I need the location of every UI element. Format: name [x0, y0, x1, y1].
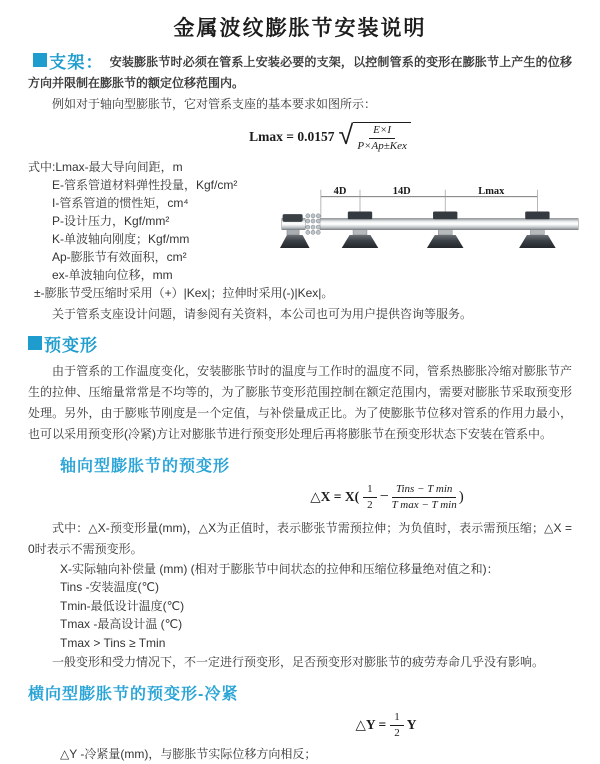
dim-label-14d: 14D [392, 186, 411, 198]
sqrt-radical [339, 122, 411, 152]
lmax-formula-numerator: E×I [369, 124, 395, 139]
temperature-definitions [28, 578, 572, 652]
temp-numerator: Tins − T min [392, 483, 456, 498]
pm-definition-line: ±-膨胀节受压缩时采用（+）|Kex|；拉伸时采用(-)|Kex|。 [34, 286, 334, 301]
definition-line: ex-单波轴向位移，mm [52, 268, 173, 283]
definition-line: P-设计压力，Kgf/mm² [52, 214, 170, 229]
support-section-paragraph [28, 52, 572, 94]
transverse-formula [116, 711, 600, 739]
axial-general-note: 一般变形和受力情况下，不一定进行预变形，足否预变形对膨胀节的疲劳寿命几乎没有影响。 [52, 655, 545, 670]
half-numerator: 1 [363, 483, 377, 498]
predeform-paragraph: 由于管系的工作温度变化，安装膨胀节时的温度与工作时的温度不同，管系热膨胀冷缩对膨胀节产生的拉伸、压缩量常常是不均等的，为了膨胀节变形范围控制在额定范围内，需要对膨胀节采取预变形处理。另外，由于膨账节刚度是一个定值，与补偿量成正比。为了使膨胀节位移对管系的作用力最小，也可以采用预变形(冷紧)方让对膨胀节进行预变形处理后再将膨胀节在预变形状态下安装在管系中。 [28, 364, 572, 442]
predeform-section-heading: 预变形 [44, 336, 98, 356]
support-intro-text: 安装膨胀节时必须在管系上安装必要的支架，以控制管系的变形在膨胀节上产生的位移方向并限制在膨胀节的额定位移范围内。 [28, 55, 572, 90]
definitions-and-diagram [28, 158, 572, 284]
temp-line: Tmax > Tins ≥ Tmin [60, 635, 166, 650]
half-denominator: 2 [367, 498, 373, 511]
section-square-icon [33, 53, 47, 67]
temp-line: Tins -安装温度(℃) [60, 580, 160, 595]
radical-sign-icon: √ [338, 120, 354, 150]
transverse-note: △Y -冷紧量(mm)，与膨胀节实际位移方向相反； [60, 747, 317, 762]
transverse-subsection-heading: 横向型膨胀节的预变形-冷紧 [28, 686, 239, 704]
bellows-icon [306, 214, 320, 235]
minus-operator: − [379, 488, 389, 506]
lmax-formula-lhs: Lmax = 0.0157 [249, 129, 335, 145]
definition-line: 式中:Lmax-最大导向间距，m [28, 160, 183, 175]
transverse-formula-post: Y [406, 717, 417, 733]
support-section-heading: 支架： [49, 53, 104, 72]
temp-denominator: T max − T min [391, 498, 457, 511]
lmax-formula-denominator: P×Ap±Kex [357, 139, 407, 152]
transverse-formula-pre: △Y = [355, 717, 387, 733]
section-square-icon [28, 336, 42, 350]
definition-line: E-管系管道材料弹性投量，Kgf/cm² [52, 178, 238, 193]
pipe-support-diagram-svg [280, 182, 580, 274]
document-page [0, 12, 600, 764]
pipe-support-diagram [280, 182, 580, 284]
axial-formula-pre: △X = X( [310, 489, 360, 505]
predeform-section-heading-row [28, 334, 572, 357]
axial-subsection-heading: 轴向型膨胀节的预变形 [60, 458, 231, 476]
axial-note: 式中：△X-预变形量(mm)，△X为正值时，表示膨张节需预拉伸；为负值时，表示需预压缩；△X = 0时表示不需预变形。 [28, 520, 572, 556]
half-numerator: 1 [390, 711, 404, 726]
support-example-line: 例如对于轴向型膨胀节，它对管系支座的基本要求如图所示： [52, 97, 377, 111]
definition-line: I-管系管道的惯性矩，cm⁴ [52, 196, 189, 211]
x-definition-line: X-实际轴向补偿量 (mm) (相对于膨胀节中间状态的拉伸和压缩位移量绝对值之和)： [60, 561, 499, 576]
definitions-list [28, 158, 280, 284]
pipe [320, 219, 578, 230]
temp-line: Tmax -最高设计温 (℃) [60, 617, 183, 632]
temp-line: Tmin-最低设计温度(℃) [60, 598, 185, 613]
lmax-formula [58, 122, 600, 152]
axial-formula-post: ) [458, 488, 464, 505]
definition-line: Ap-膨胀节有效面积，cm² [52, 250, 187, 265]
page-title: 金属波纹膨胀节安装说明 [173, 17, 427, 40]
dim-label-lmax: Lmax [478, 186, 505, 198]
definition-line: K-单波轴向刚度；Kgf/mm [52, 232, 190, 247]
axial-formula [116, 483, 600, 511]
dim-label-4d: 4D [333, 186, 347, 198]
support-closing-line: 关于管系支座设计问题，请参阅有关资料，本公司也可为用户提供咨询等服务。 [52, 307, 473, 322]
half-denominator: 2 [394, 726, 400, 739]
